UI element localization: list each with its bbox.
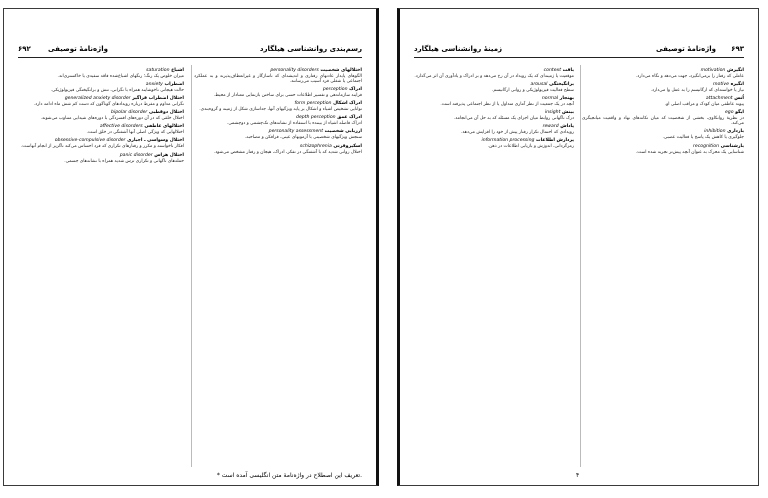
term-persian: اختلال وسواسی ـ اجباری [127,138,184,144]
term-english: anxiety [145,82,163,88]
term-persian: برانگیختگی [549,82,574,88]
right-page-header [414,43,744,58]
glossary-term [194,87,362,92]
left-page [3,8,379,486]
right-page [397,8,759,486]
glossary-term [414,82,574,87]
term-persian: اشباع [171,68,184,73]
glossary-term [194,144,362,149]
term-persian: ارزیابی شخصیت [324,129,362,135]
glossary-term [414,138,574,143]
term-definition: جلوگیری یا کاهش یک پاسخ یا فعالیت عصبی. [662,135,744,141]
right-running-title: واژه‌نامهٔ توصیفی [656,45,716,53]
term-definition: حالت هیجانی ناخوشایند همراه با نگرانی، تنش و برانگیختگی فیزیولوژیکی. [50,88,184,94]
term-definition: رویدادی که احتمال تکرار رفتار پیش از خود را افزایش می‌دهد. [460,130,574,136]
term-persian: ادراک اشکال [333,101,362,107]
term-definition: اختلال خلقی که در آن دوره‌های افسردگی با دوره‌های شیدایی متناوب می‌شوند. [40,116,184,122]
right-page-column-1 [582,65,744,467]
term-english: obsessive-compulsive disorder [54,138,126,144]
glossary-term [414,124,574,129]
term-english: panic disorder [119,152,153,158]
glossary-term [414,68,574,73]
term-english: generalized anxiety disorder [64,96,131,102]
left-page-number: ۶۹۲ [18,45,31,53]
term-english: schizophrenia [299,143,332,149]
glossary-term [18,124,184,129]
term-persian: اختلالهای شخصیت [320,68,362,73]
term-persian: ادراک [349,87,362,93]
term-definition: در نظریهٔ روانکاوی، بخشی از شخصیت که میان تکانه‌های نهاد و واقعیت میانجیگری می‌کند. [582,116,744,127]
term-english: affective disorders [99,124,143,130]
column-divider [580,65,581,467]
glossary-term [582,68,744,73]
term-persian: اختلال هراس [154,152,184,158]
left-page-column-2 [18,65,184,467]
term-english: ego [724,110,734,116]
term-english: reward [542,124,559,130]
glossary-term [582,110,744,115]
term-english: information processing [481,138,535,144]
term-definition: سطح فعالیت فیزیولوژیکی و روانی ارگانیسم. [491,88,574,94]
term-english: recognition [693,143,719,149]
term-english: saturation [146,68,170,73]
glossary-term [18,153,184,158]
term-english: context [543,68,562,73]
term-definition: توانایی تشخیص اشیاء و اشکال بر پایه ویژگیهای آنها، جداسازی شکل از زمینه و گروه‌بندی. [199,107,362,113]
term-english: personality disorders [270,68,319,73]
term-definition: نیاز یا خواسته‌ای که ارگانیسم را به عمل وا می‌دارد. [650,88,744,94]
term-english: motive [713,82,729,88]
glossary-term [582,82,744,87]
term-definition: عاملی که رفتار را برمی‌انگیزد، جهت می‌دهد و نگاه می‌دارد. [635,74,744,79]
term-definition: موقعیت یا زمینه‌ای که یک رویداد در آن رخ می‌دهد و بر ادراک و یادآوری آن اثر می‌گذارد. [414,74,574,79]
term-definition: رمزگردانی، اندوزش و بازیابی اطلاعات در ذهن. [487,144,574,150]
glossary-term [18,68,184,73]
term-persian: بافت [562,68,574,73]
term-persian: ایگو [735,110,744,116]
glossary-term [18,138,184,143]
glossary-term [194,129,362,134]
term-persian: پاداش [560,124,574,130]
term-english: form perception [294,101,332,107]
term-persian: اختلال اضطراب فراگیر [132,96,184,102]
term-persian: اُنس [734,96,744,102]
term-definition: اختلالهایی که ویژگی اصلی آنها آشفتگی در خلق است. [86,130,184,136]
glossary-term [194,115,362,120]
glossary-term [414,110,574,115]
left-page-column-1 [194,65,362,467]
term-english: perception [322,87,348,93]
term-definition: الگوهای پایدار عادتهای رفتاری و اندیشه‌ای که ناسازگار و غیرانعطاف‌پذیرند و به عملکرد اجتماعی یا شغلی فرد آسیب می‌رسانند. [194,74,362,85]
glossary-term [194,68,362,73]
term-definition: اختلال روانی شدید که با آشفتگی در تفکر، ادراک، هیجان و رفتار مشخص می‌شود. [213,149,362,155]
term-definition: درک ناگهانی روابط میان اجزای یک مسئله که به حل آن می‌انجامد. [453,116,574,122]
term-definition: سنجش ویژگیهای شخصیتی با آزمونهای عینی، فرافکن و مصاحبه. [244,135,362,141]
left-running-title: واژه‌نامهٔ توصیفی [48,45,108,53]
glossary-term [582,96,744,101]
term-english: arousal [530,82,548,88]
term-definition: فرایند سازماندهی و تفسیر اطلاعات حسی برای ساختن بازنمایی معنادار از محیط. [213,93,362,99]
left-book-title: رسم‌بندی روانشناسی هیلگارد [259,45,362,53]
term-definition: نگرانی مداوم و مفرط درباره رویدادهای گوناگون که دست کم شش ماه ادامه دارد. [33,102,184,108]
right-page-column-2 [414,65,574,467]
glossary-term [194,101,362,106]
left-page-header [18,43,362,58]
right-page-number: ۶۹۳ [731,45,744,53]
term-persian: بینش [562,110,574,116]
page-footer-mark: ۴ [576,472,580,479]
term-definition: میزان خلوص یک رنگ؛ رنگهای اشباع‌شده فاقد سفیدی یا خاکستری‌اند. [57,74,184,79]
term-english: depth perception [296,115,336,121]
term-english: attachment [705,96,733,102]
term-persian: پردازش اطلاعات [536,138,574,144]
term-english: bipolar disorder [111,110,148,116]
term-english: insight [544,110,561,116]
glossary-term [18,110,184,115]
term-english: normal [541,96,559,102]
term-persian: انگیزه [730,82,744,88]
glossary-term [18,82,184,87]
term-definition: افکار ناخواسته و مکرر و رفتارهای تکراری که فرد احساس می‌کند ناگزیر از انجام آنهاست. [20,144,184,150]
term-persian: اسکیزوفرنی [333,143,362,149]
term-persian: بهنجار [559,96,574,102]
term-persian: بازداری [727,129,744,135]
term-definition: حمله‌های ناگهانی و تکراری ترس شدید همراه با نشانه‌های جسمی. [64,158,184,164]
term-definition: پیوند عاطفی میان کودک و مراقب اصلی او. [664,102,744,108]
term-english: personality assessment [268,129,323,135]
glossary-term [582,129,744,134]
term-definition: آنچه در یک جمعیت از نظر آماری متداول یا از نظر اجتماعی پذیرفته است. [440,102,574,108]
glossary-term [414,96,574,101]
term-persian: ادراک عمق [337,115,362,121]
glossary-term [18,96,184,101]
term-persian: اضطراب [164,82,184,88]
term-definition: شناسایی یک محرک به عنوان آنچه پیش‌تر تجربه شده است. [635,149,744,155]
term-persian: بازشناسی [720,143,744,149]
term-english: inhibition [704,129,726,135]
term-english: motivation [700,68,726,73]
term-persian: اختلال دوقطبی [148,110,184,116]
term-persian: اختلالهای عاطفی [144,124,184,130]
right-book-title: زمینهٔ روانشناسی هیلگارد [414,45,503,53]
term-definition: ادراک فاصله اشیاء از بیننده با استفاده از نشانه‌های تک‌چشمی و دوچشمی. [226,121,362,127]
term-persian: انگیزش [726,68,744,73]
column-divider [191,65,192,467]
glossary-term [582,144,744,149]
footnote: * تعریف این اصطلاح در واژه‌نامهٔ متن انگلیسی آمده است. [216,472,362,479]
